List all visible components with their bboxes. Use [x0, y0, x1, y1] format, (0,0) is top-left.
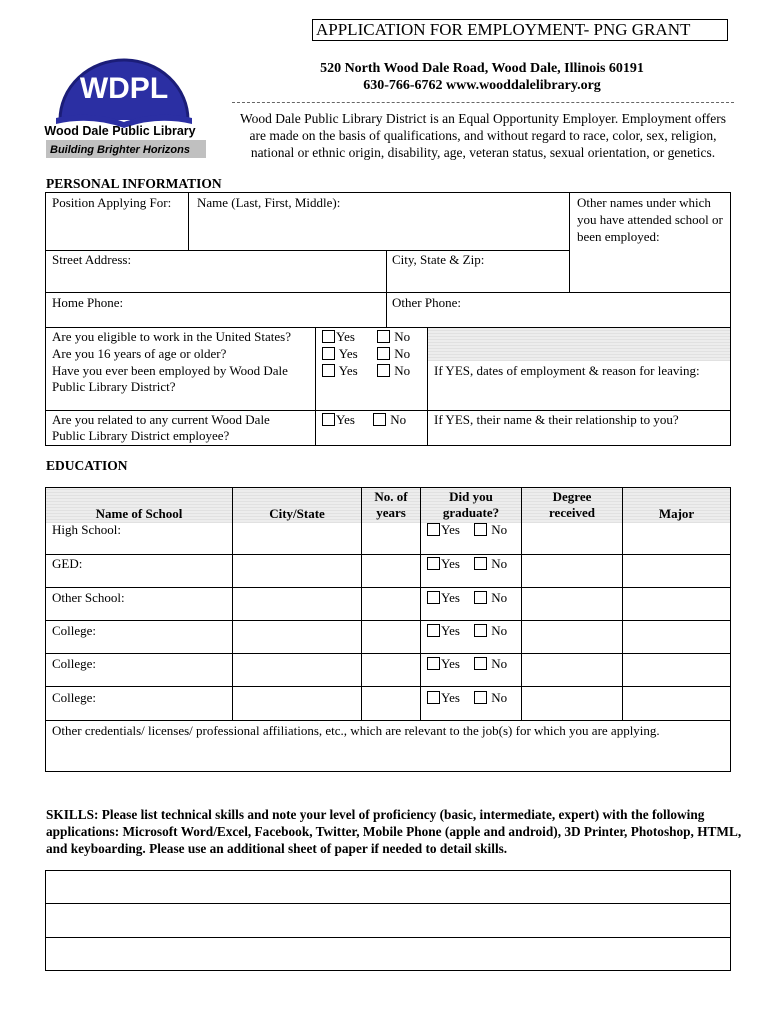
col-years: No. of years — [374, 489, 408, 520]
row-label-ged: GED: — [52, 556, 83, 571]
checkbox-icon[interactable] — [474, 591, 487, 604]
skills-line-1[interactable] — [46, 871, 730, 903]
checkbox-icon[interactable] — [427, 557, 440, 570]
related-followup-label: If YES, their name & their relationship to you? — [434, 412, 679, 427]
age-yes-option[interactable]: Yes — [322, 346, 358, 362]
related-yes-option[interactable]: Yes — [322, 412, 355, 428]
row-label-other-school: Other School: — [52, 590, 125, 605]
ged-graduate-yes[interactable]: Yes — [427, 556, 460, 572]
checkbox-icon[interactable] — [474, 523, 487, 536]
college2-graduate-no[interactable]: No — [474, 656, 507, 672]
employed-no-option[interactable]: No — [377, 363, 410, 379]
checkbox-icon[interactable] — [427, 591, 440, 604]
hs-graduate-yes[interactable]: Yes — [427, 522, 460, 538]
question-employed-line1: Have you ever been employed by Wood Dale — [52, 363, 288, 378]
checkbox-icon[interactable] — [427, 624, 440, 637]
row-label-college-2: College: — [52, 656, 97, 671]
form-title: APPLICATION FOR EMPLOYMENT- PNG GRANT — [312, 19, 728, 41]
col-city-state: City/State — [269, 506, 325, 521]
row-label-high-school: High School: — [52, 522, 121, 537]
row-label-college-3: College: — [52, 690, 97, 705]
checkbox-icon[interactable] — [427, 523, 440, 536]
position-label: Position Applying For: — [52, 195, 172, 210]
logo-name: Wood Dale Public Library — [44, 124, 196, 138]
hs-graduate-no[interactable]: No — [474, 522, 507, 538]
question-related-line2: Public Library District employee? — [52, 428, 230, 443]
college1-graduate-yes[interactable]: Yes — [427, 623, 460, 639]
employed-followup-label: If YES, dates of employment & reason for leaving: — [434, 363, 700, 378]
other-phone-label: Other Phone: — [392, 295, 461, 310]
checkbox-icon[interactable] — [474, 657, 487, 670]
employed-yes-option[interactable]: Yes — [322, 363, 358, 379]
checkbox-icon[interactable] — [322, 413, 335, 426]
related-no-option[interactable]: No — [373, 412, 406, 428]
col-major: Major — [658, 506, 695, 521]
home-phone-label: Home Phone: — [52, 295, 124, 310]
city-state-zip-label: City, State & Zip: — [392, 252, 485, 267]
checkbox-icon[interactable] — [373, 413, 386, 426]
contact-line: 630-766-6762 www.wooddalelibrary.org — [363, 78, 601, 93]
shaded-cell — [428, 328, 730, 361]
checkbox-icon[interactable] — [377, 364, 390, 377]
col-degree: Degree received — [549, 489, 595, 520]
age-no-option[interactable]: No — [377, 346, 410, 362]
other-names-label: Other names under which you have attended school or been employed: — [577, 195, 723, 244]
checkbox-icon[interactable] — [474, 624, 487, 637]
other-credentials-label: Other credentials/ licenses/ professional affiliations, etc., which are relevant to the job(s) for which you are applying. — [52, 723, 660, 738]
checkbox-icon[interactable] — [474, 691, 487, 704]
college2-graduate-yes[interactable]: Yes — [427, 656, 460, 672]
logo-tagline: Building Brighter Horizons — [50, 144, 190, 156]
checkbox-icon[interactable] — [377, 330, 390, 343]
header-divider — [232, 102, 734, 103]
wdpl-logo — [36, 38, 214, 160]
college3-graduate-yes[interactable]: Yes — [427, 690, 460, 706]
checkbox-icon[interactable] — [427, 657, 440, 670]
question-age: Are you 16 years of age or older? — [52, 346, 227, 361]
question-employed-line2: Public Library District? — [52, 379, 176, 394]
other-graduate-no[interactable]: No — [474, 590, 507, 606]
skills-line-2[interactable] — [46, 904, 730, 937]
library-logo-graphic — [36, 38, 214, 160]
personal-info-heading: PERSONAL INFORMATION — [46, 176, 222, 191]
col-school-name: Name of School — [95, 506, 183, 521]
name-label: Name (Last, First, Middle): — [197, 195, 341, 210]
checkbox-icon[interactable] — [322, 330, 335, 343]
other-graduate-yes[interactable]: Yes — [427, 590, 460, 606]
logo-acronym: WDPL — [79, 72, 169, 105]
checkbox-icon[interactable] — [322, 364, 335, 377]
checkbox-icon[interactable] — [427, 691, 440, 704]
college3-graduate-no[interactable]: No — [474, 690, 507, 706]
education-heading: EDUCATION — [46, 458, 128, 473]
checkbox-icon[interactable] — [377, 347, 390, 360]
col-graduate: Did you graduate? — [442, 489, 500, 520]
skills-instructions: SKILLS: Please list technical skills and note your level of proficiency (basic, intermediate, expert) with the following applications: Microsoft Word/Excel, Facebook, Twitter, Mobile Phone (apple and android), 3D Printer, Photoshop, HTML, and keyboarding. Please use an additional sheet of paper if needed to detail skills. — [46, 807, 742, 856]
street-address-label: Street Address: — [52, 252, 132, 267]
question-related-line1: Are you related to any current Wood Dale — [52, 412, 270, 427]
eligible-yes-option[interactable]: Yes — [322, 329, 355, 345]
eoe-statement: Wood Dale Public Library District is an Equal Opportunity Employer. Employment offers are made on the basis of qualifications, and without regard to race, color, sex, religion, national or ethnic origin, disability, age, veteran status, sexual orientation, or genetics. — [239, 111, 727, 160]
address-line: 520 North Wood Dale Road, Wood Dale, Illinois 60191 — [320, 61, 644, 76]
library-address — [232, 60, 732, 94]
row-label-college-1: College: — [52, 623, 97, 638]
checkbox-icon[interactable] — [474, 557, 487, 570]
checkbox-icon[interactable] — [322, 347, 335, 360]
college1-graduate-no[interactable]: No — [474, 623, 507, 639]
ged-graduate-no[interactable]: No — [474, 556, 507, 572]
question-eligible: Are you eligible to work in the United States? — [52, 329, 292, 344]
eligible-no-option[interactable]: No — [377, 329, 410, 345]
skills-line-3[interactable] — [46, 938, 730, 970]
